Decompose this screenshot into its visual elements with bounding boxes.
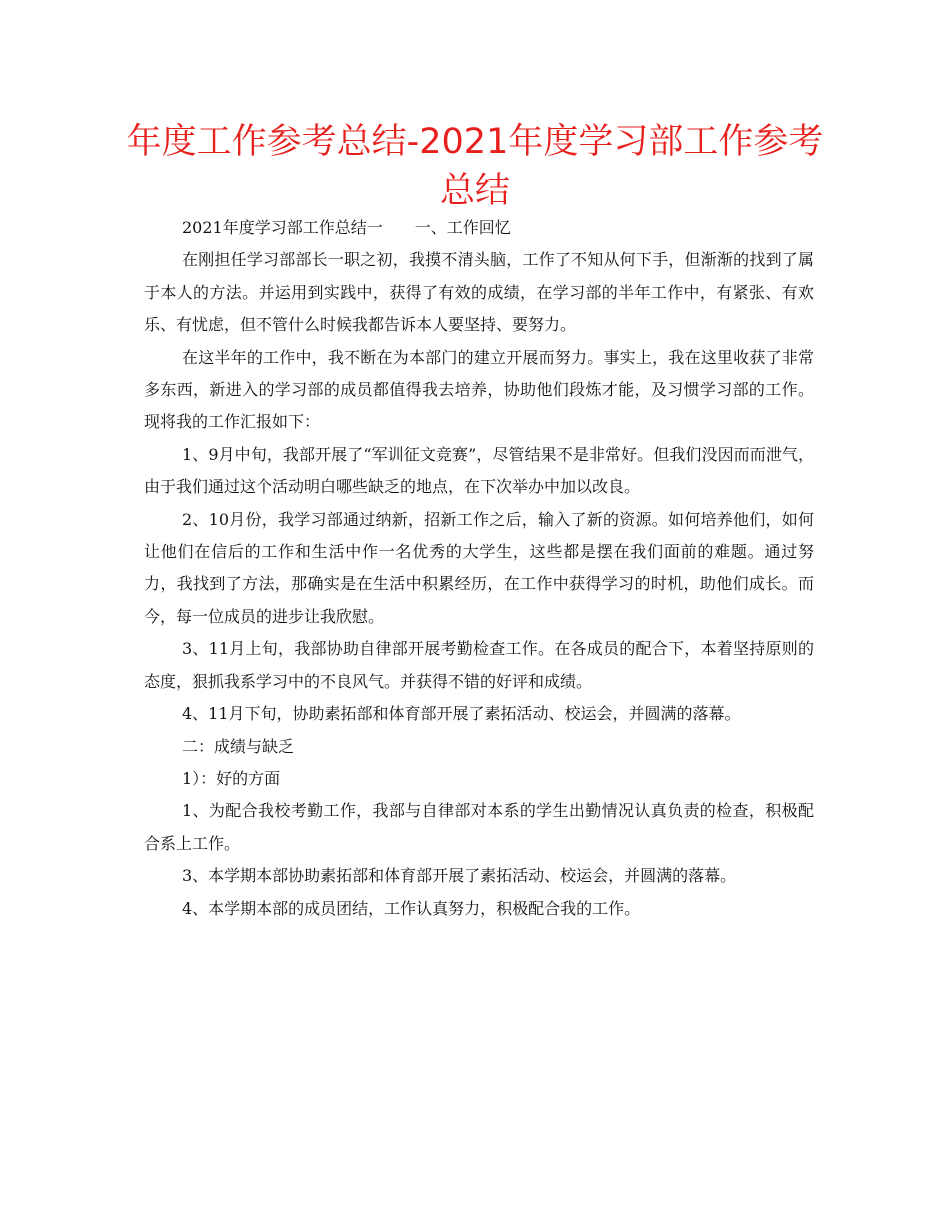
- paragraph-heading-intro: 2021年度学习部工作总结一 一、工作回忆: [182, 218, 511, 237]
- paragraph-item-1: 1、9月中旬，我部开展了“军训征文竞赛”，尽管结果不是非常好。但我们没因而而泄气，由于我们通过这个活动明白哪些缺乏的地点，在下次举办中加以改良。: [144, 444, 814, 497]
- paragraph-good-1: 1、为配合我校考勤工作，我部与自律部对本系的学生出勤情况认真负责的检查，积极配合系上工作。: [144, 801, 814, 853]
- paragraph-start-role: 在刚担任学习部部长一职之初，我摸不清头脑，工作了不知从何下手，但渐渐的找到了属于本人的方法。并运用到实践中，获得了有效的成绩，在学习部的半年工作中，有紧张、有欢乐、有忧虑，但不管什么时候我都告诉本人要坚持、要努力。: [144, 250, 814, 335]
- paragraph-item-3: 3、11月上旬，我部协助自律部开展考勤检查工作。在各成员的配合下，本着坚持原则的态度，狠抓我系学习中的不良风气。并获得不错的好评和成绩。: [144, 639, 814, 691]
- paragraph-item-2: 2、10月份，我学习部通过纳新，招新工作之后，输入了新的资源。如何培养他们，如何让他们在信后的工作和生活中作一名优秀的大学生，这些都是摆在我们面前的难题。通过努力，我找到了方法，那确实是在生活中积累经历，在工作中获得学习的时机，助他们成长。而今，每一位成员的进步让我欣慰。: [144, 509, 814, 626]
- paragraph-good-3: 3、本学期本部协助素拓部和体育部开展了素拓活动、校运会，并圆满的落幕。: [182, 866, 737, 886]
- paragraph-half-year: 在这半年的工作中，我不断在为本部门的建立开展而努力。事实上，我在这里收获了非常多东西，新进入的学习部的成员都值得我去培养，协助他们段炼才能，及习惯学习部的工作。现将我的工作汇报如下：: [144, 347, 814, 432]
- paragraph-good-4: 4、本学期本部的成员团结，工作认真努力，积极配合我的工作。: [182, 898, 641, 918]
- subheading-good-aspects: 1）：好的方面: [182, 768, 281, 788]
- document-title: 年度工作参考总结-2021年度学习部工作参考总结: [126, 122, 824, 211]
- paragraph-item-4: 4、11月下旬，协助素拓部和体育部开展了素拓活动、校运会，并圆满的落幕。: [182, 704, 741, 724]
- section-heading-results: 二：成绩与缺乏: [182, 736, 295, 756]
- document-body: [144, 212, 814, 925]
